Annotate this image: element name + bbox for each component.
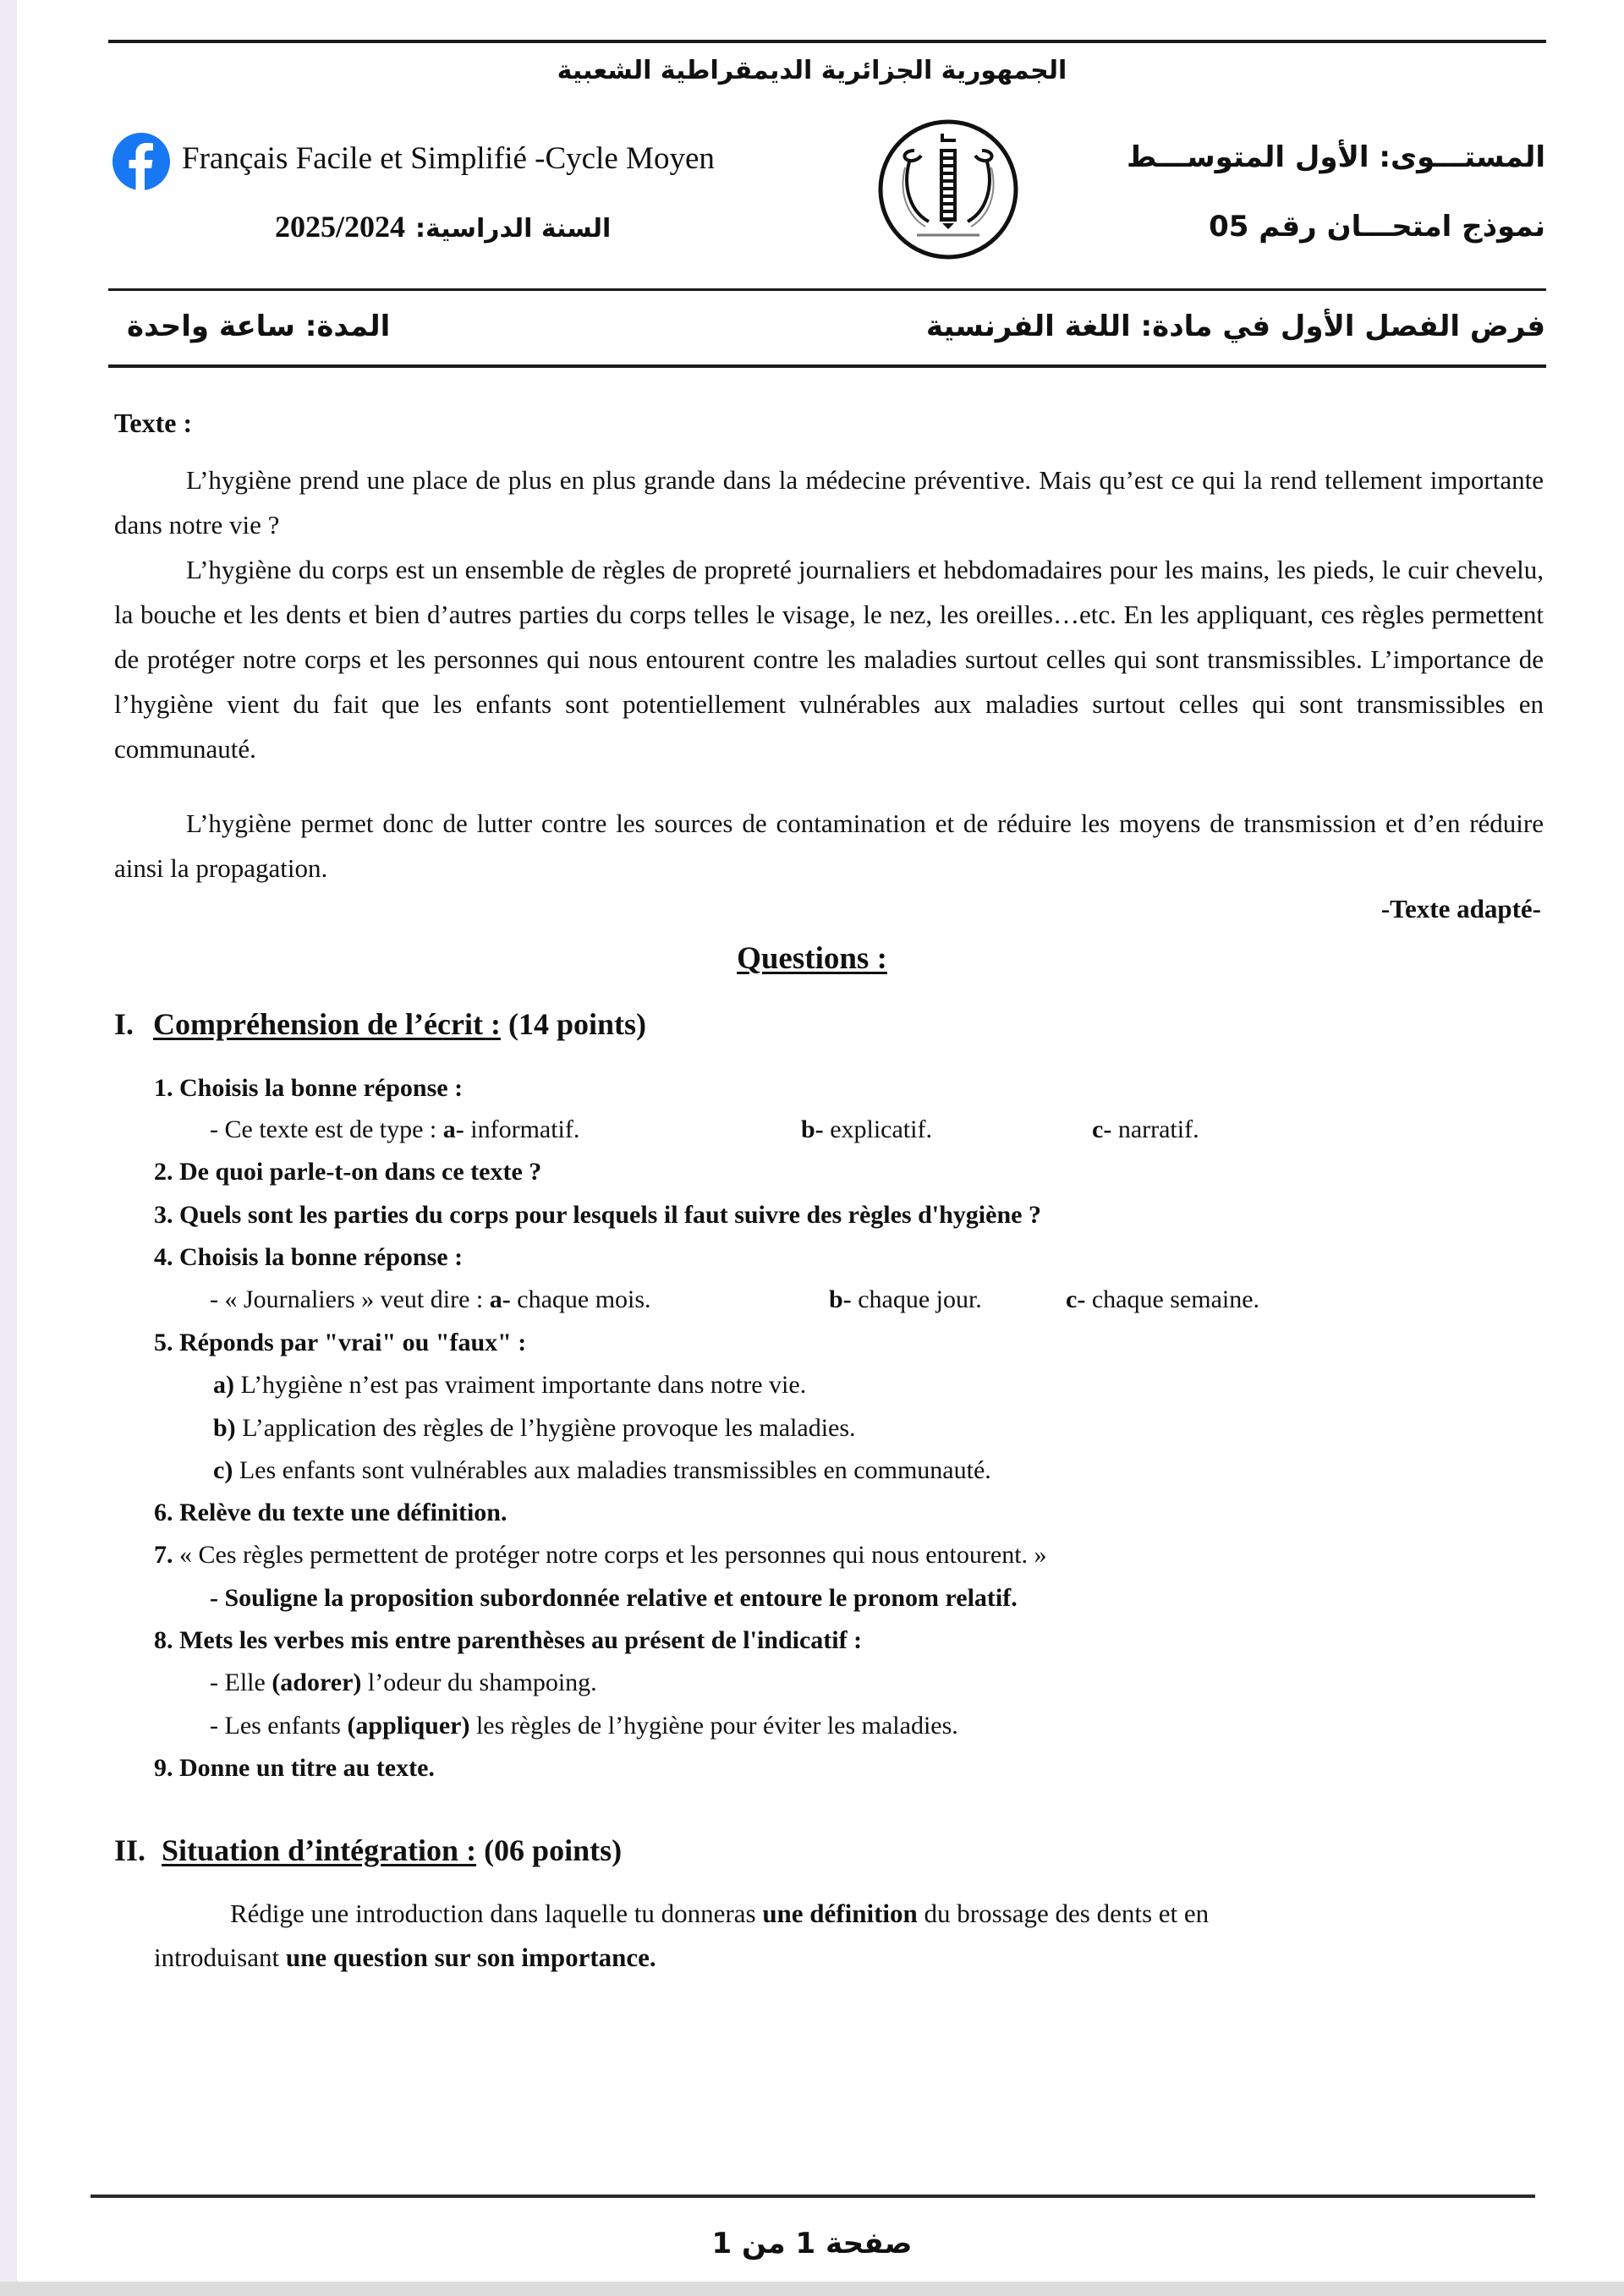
- section-1-title: Compréhension de l’écrit :: [153, 1007, 501, 1041]
- instruction-emphasis-definition: une définition: [762, 1899, 918, 1928]
- option-c-key: c-: [1092, 1115, 1112, 1143]
- section-1-heading: [114, 1006, 646, 1042]
- question-5-item-b: [213, 1414, 856, 1443]
- header-top-rule: [108, 40, 1546, 43]
- text-paragraph-2: L’hygiène du corps est un ensemble de règles de propreté journaliers et hebdomadaires pour les mains, les pieds, le cuir chevelu, la bouche et les dents et bien d’autres parties du corps telles le visage, le nez, les oreilles…etc. En les appliquant, ces règles permettent de protéger notre corps et les personnes qui nous entourent contre les maladies surtout celles qui sont transmissibles. L’importance de l’hygiène vient du fait que les enfants sont potentiellement vulnérables aux maladies surtout celles qui sont transmissibles en communauté.: [114, 555, 1544, 764]
- question-7: [154, 1541, 1047, 1570]
- exam-model-number: نموذج امتحـــان رقم 05: [1209, 210, 1545, 244]
- questions-heading: [0, 940, 1624, 977]
- facebook-icon: [112, 133, 170, 190]
- question-6: 6. Relève du texte une définition.: [154, 1499, 508, 1526]
- integration-instruction-line-1: [230, 1899, 1209, 1929]
- question-8: 8. Mets les verbes mis entre parenthèses au présent de l'indicatif :: [154, 1626, 863, 1654]
- option-b-key: b-: [801, 1115, 824, 1143]
- question-2: 2. De quoi parle-t-on dans ce texte ?: [154, 1158, 542, 1186]
- question-4-option-b: [829, 1285, 982, 1314]
- school-emblem-logo: [876, 118, 1020, 260]
- level-label: المستـــوى: الأول المتوســـط: [1126, 140, 1545, 174]
- text-paragraph-3: L’hygiène permet donc de lutter contre les sources de contamination et de réduire les moyens de transmission et d’en réduire ainsi la propagation.: [114, 808, 1544, 883]
- section-2-heading: [114, 1833, 622, 1868]
- question-1: 1. Choisis la bonne réponse :: [154, 1074, 464, 1102]
- question-1-options: [210, 1115, 579, 1144]
- sentence-2-start: - Les enfants: [210, 1712, 341, 1740]
- section-2-points: (06 points): [484, 1833, 623, 1867]
- instruction-text: Rédige une introduction dans laquelle tu donneras: [230, 1899, 756, 1928]
- text-label: Texte :: [114, 408, 193, 438]
- question-7-instruction: - Souligne la proposition subordonnée relative et entoure le pronom relatif.: [210, 1584, 1018, 1612]
- instruction-text-continued: du brossage des dents et en: [924, 1899, 1210, 1928]
- page-number: صفحة 1 من 1: [711, 2227, 913, 2260]
- question-7-number: 7.: [154, 1541, 173, 1569]
- item-b-text: L’application des règles de l’hygiène provoque les maladies.: [242, 1414, 856, 1442]
- question-5-item-c: [213, 1456, 991, 1485]
- instruction-text: introduisant: [154, 1943, 280, 1972]
- item-a-key: a): [213, 1371, 234, 1399]
- option-a-key: a-: [442, 1115, 464, 1143]
- question-4-options: [210, 1285, 651, 1314]
- item-b-key: b): [213, 1414, 236, 1442]
- question-1-option-b: [801, 1115, 932, 1144]
- sentence-1-end: l’odeur du shampoing.: [367, 1669, 597, 1696]
- question-8-sentence-1: [210, 1669, 597, 1697]
- option-c: narratif.: [1117, 1115, 1199, 1143]
- sentence-1-start: - Elle: [210, 1669, 266, 1696]
- option-a-key: a-: [489, 1285, 511, 1313]
- question-5-item-a: [213, 1371, 806, 1400]
- facebook-page-name[interactable]: Français Facile et Simplifié -Cycle Moyen: [182, 141, 715, 176]
- option-a: informatif.: [470, 1115, 580, 1143]
- option-c: chaque semaine.: [1091, 1285, 1260, 1313]
- text-paragraph-1: L’hygiène prend une place de plus en plus grande dans la médecine préventive. Mais qu’est ce qui la rend tellement importante dans notre vie ?: [114, 465, 1544, 540]
- sentence-2-end: les règles de l’hygiène pour éviter les maladies.: [475, 1712, 958, 1740]
- school-year-value: 2025/2024: [275, 210, 406, 244]
- option-b: explicatif.: [830, 1115, 932, 1143]
- exam-duration: المدة: ساعة واحدة: [127, 310, 391, 343]
- question-3: 3. Quels sont les parties du corps pour lesquels il faut suivre des règles d'hygiène ?: [154, 1201, 1041, 1229]
- sentence-2-verb: (appliquer): [347, 1712, 470, 1740]
- item-c-key: c): [213, 1456, 233, 1484]
- option-b-key: b-: [829, 1285, 852, 1313]
- question-1-stem: - Ce texte est de type :: [210, 1115, 437, 1143]
- questions-heading-text: Questions :: [737, 941, 887, 976]
- exam-title: فرض الفصل الأول في مادة: اللغة الفرنسية: [925, 310, 1545, 343]
- page-left-margin: [0, 0, 17, 2296]
- section-1-number: I.: [114, 1007, 134, 1041]
- option-c-key: c-: [1066, 1285, 1086, 1313]
- school-year: [275, 209, 611, 244]
- question-1-option-c: [1092, 1115, 1199, 1144]
- section-2-title: Situation d’intégration :: [162, 1833, 477, 1867]
- question-4-option-c: [1066, 1285, 1259, 1314]
- question-7-quote: « Ces règles permettent de protéger notre corps et les personnes qui nous entourent. »: [179, 1541, 1047, 1569]
- option-a: chaque mois.: [517, 1285, 651, 1313]
- republic-title: الجمهورية الجزائرية الديمقراطية الشعبية: [557, 56, 1067, 85]
- sentence-1-verb: (adorer): [272, 1669, 362, 1696]
- text-source: -Texte adapté-: [1380, 894, 1541, 923]
- question-5: 5. Réponds par "vrai" ou "faux" :: [154, 1329, 527, 1356]
- option-b: chaque jour.: [858, 1285, 982, 1313]
- page-bottom-edge: [0, 2282, 1624, 2296]
- section-1-points: (14 points): [508, 1007, 646, 1041]
- question-4-stem: - « Journaliers » veut dire :: [210, 1285, 484, 1313]
- header-bottom-rule: [108, 364, 1546, 368]
- header-middle-rule: [108, 288, 1546, 291]
- footer-rule: [91, 2195, 1535, 2198]
- item-c-text: Les enfants sont vulnérables aux maladies transmissibles en communauté.: [239, 1456, 991, 1484]
- question-4: 4. Choisis la bonne réponse :: [154, 1243, 464, 1271]
- integration-instruction-line-2: [154, 1943, 656, 1973]
- item-a-text: L’hygiène n’est pas vraiment importante dans notre vie.: [240, 1371, 807, 1399]
- section-2-number: II.: [114, 1833, 146, 1867]
- school-year-label: السنة الدراسية:: [415, 214, 612, 244]
- question-9: 9. Donne un titre au texte.: [154, 1754, 435, 1782]
- question-8-sentence-2: [210, 1712, 958, 1740]
- instruction-emphasis-question: une question sur son importance.: [285, 1943, 656, 1972]
